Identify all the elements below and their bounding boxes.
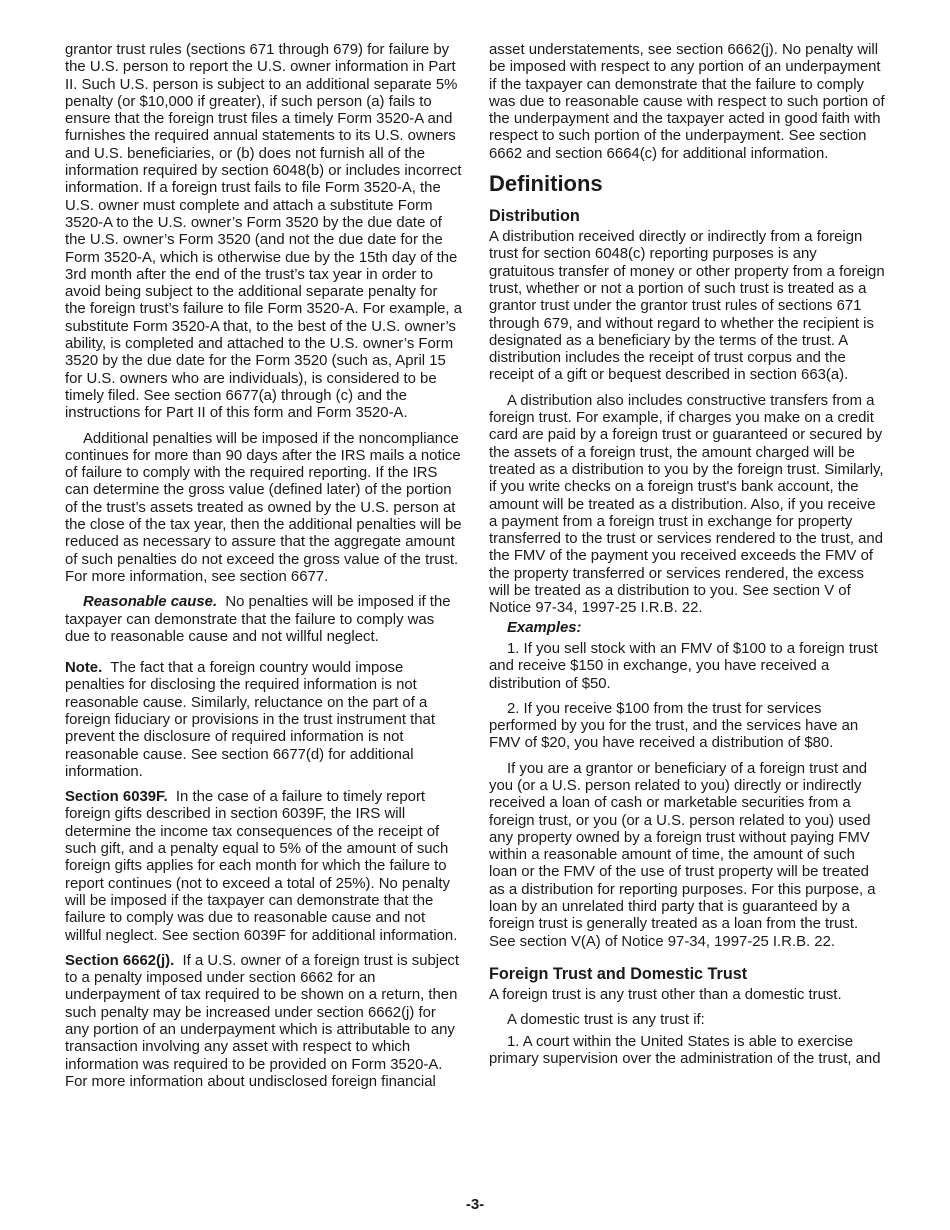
foreign-trust-definition: A foreign trust is any trust other than a domestic trust. [489, 986, 842, 1003]
distribution-paragraph-3: If you are a grantor or beneficiary of a foreign trust and you (or a U.S. person related to you) directly or indirectly received a loan of cash or marketable securities from a foreign trust, or you (or a U.S. person related to you) used any property owned by a foreign trust without paying FMV within a reasonable amount of time, the amount of such loan or the FMV of the use of trust property will be treated as a distribution for reporting purposes. For this purpose, a loan by an unrelated third party that is guaranteed by a foreign trust is generally treated as a loan from the trust. See section V(A) of Notice 97-34, 1997-25 I.R.B. 22. [489, 760, 876, 950]
right-column [489, 42, 886, 1076]
section-6039f-text: In the case of a failure to timely report foreign gifts described in section 6039F, the IRS will determine the income tax consequences of the receipt of such gift, and a penalty equal to 5% of the amount of such foreign gifts applies for each month for which the failure to report continues (not to exceed a total of 25%). No penalty will be imposed if the taxpayer can demonstrate that the failure to comply was due to reasonable cause and not willful neglect. See section 6039F for additional information. [65, 789, 458, 944]
definitions-heading: Definitions [489, 171, 603, 197]
section-6662j-paragraph [65, 953, 462, 1091]
note-paragraph [65, 660, 462, 781]
example-2: 2. If you receive $100 from the trust for services performed by you for the trust, and the services have an FMV of $20, you have received a distribution of $80. [489, 700, 859, 752]
additional-penalties-paragraph: Additional penalties will be imposed if the noncompliance continues for more than 90 days after the IRS mails a notice of failure to comply with the required reporting. If the IRS can determine the gross value (defined later) of the portion of the trust’s assets treated as owned by the U.S. person at the close of the tax year, then the additional penalties will be reduced as necessary to assure that the aggregate amount of such penalties do not exceed the gross value of the trust. For more information, see section 6677. [65, 430, 462, 585]
example-1: 1. If you sell stock with an FMV of $100 to a foreign trust and receive $150 in exchange, you have received a distribution of $50. [489, 640, 878, 692]
left-column [65, 42, 462, 1099]
penalty-paragraph: grantor trust rules (sections 671 through 679) for failure by the U.S. person to report the U.S. owner information in Part II. Such U.S. person is subject to an additional separate 5% penalty (or $10,000 if greater), if such person (a) fails to ensure that the foreign trust files a timely Form 3520-A and furnishes the required annual statements to its U.S. owners and U.S. beneficiaries, or (b) does not furnish all of the information required by section 6048(b) or includes incorrect information. If a foreign trust fails to file Form 3520-A, the U.S. owner must complete and attach a substitute Form 3520-A to the U.S. owner’s Form 3520 by the due date of the U.S. owner’s Form 3520 (and not the due date for the Form 3520-A, which is otherwise due by the 15th day of the 3rd month after the end of the trust’s tax year in order to avoid being subject to the additional separate penalty for the foreign trust’s failure to file Form 3520-A. For example, a substitute Form 3520-A that, to the best of the U.S. owner’s ability, is completed and attached to the U.S. owner’s Form 3520 by the due date for the Form 3520 (such as, April 15 for U.S. owners who are individuals), is considered to be timely filed. See section 6677(a) through (c) and the instructions for Part II of this form and Form 3520-A. [65, 42, 462, 422]
distribution-paragraph-1: A distribution received directly or indirectly from a foreign trust for section 6048(c) reporting purposes is any gratuitous transfer of money or other property from a foreign trust, whether or not a portion of such trust is treated as a grantor trust under the grantor trust rules of sections 671 through 679, and without regard to whether the recipient is designated as a beneficiary by the terms of the trust. A distribution includes the receipt of trust corpus and the receipt of a gift or bequest described in section 663(a). [489, 229, 885, 384]
foreign-trust-heading: Foreign Trust and Domestic Trust [489, 964, 748, 983]
examples-label: Examples: [507, 619, 582, 636]
reasonable-cause-paragraph [65, 594, 462, 646]
asset-understatements-paragraph: asset understatements, see section 6662(j). No penalty will be imposed with respect to any portion of an underpayment if the taxpayer can demonstrate that the failure to comply was due to reasonable cause with respect to such portion of the underpayment and the taxpayer acted in good faith with respect to such portion of the underpayment. See section 6662 and section 6664(c) for additional information. [489, 42, 885, 162]
section-6039f-label: Section 6039F. [65, 789, 168, 806]
section-6662j-label: Section 6662(j). [65, 952, 175, 969]
domestic-trust-definition: A domestic trust is any trust if: [507, 1012, 705, 1029]
page-number: -3- [465, 1196, 485, 1213]
section-6039f-paragraph [65, 789, 462, 945]
domestic-trust-condition-1: 1. A court within the United States is able to exercise primary supervision over the administration of the trust, and [489, 1033, 881, 1067]
note-label: Note. [65, 660, 103, 677]
distribution-paragraph-2: A distribution also includes constructive transfers from a foreign trust. For example, if charges you make on a credit card are paid by a foreign trust or guaranteed or secured by the assets of a foreign trust, the amount charged will be treated as a distribution to you by the foreign trust. Similarly, if you write checks on a foreign trust's bank account, the amount will be treated as a distribution. Also, if you receive a payment from a foreign trust in exchange for property transferred to the trust or services rendered to the trust, and the FMV of the payment you received exceeds the FMV of the property transferred or services rendered, the excess will be treated as a distribution to you. See section V of Notice 97-34, 1997-25 I.R.B. 22. [489, 392, 884, 617]
distribution-heading: Distribution [489, 207, 580, 226]
section-6662j-text: If a U.S. owner of a foreign trust is subject to a penalty imposed under section 6662 for an underpayment of tax required to be shown on a return, then such penalty may be increased under section 6662(j) for any portion of an underpayment which is attributable to any transaction involving any asset with respect to which information was required to be provided on Form 3520-A. For more information about undisclosed foreign financial [65, 952, 459, 1090]
reasonable-cause-text: No penalties will be imposed if the taxpayer can demonstrate that the failure to comply was due to reasonable cause and not willful neglect. [65, 594, 451, 645]
reasonable-cause-label: Reasonable cause. [83, 594, 218, 611]
note-text: The fact that a foreign country would impose penalties for disclosing the required information is not reasonable cause. Similarly, reluctance on the part of a foreign fiduciary or provisions in the trust instrument that prevent the disclosure of required information is not reasonable cause. See section 6677(d) for additional information. [65, 660, 435, 780]
